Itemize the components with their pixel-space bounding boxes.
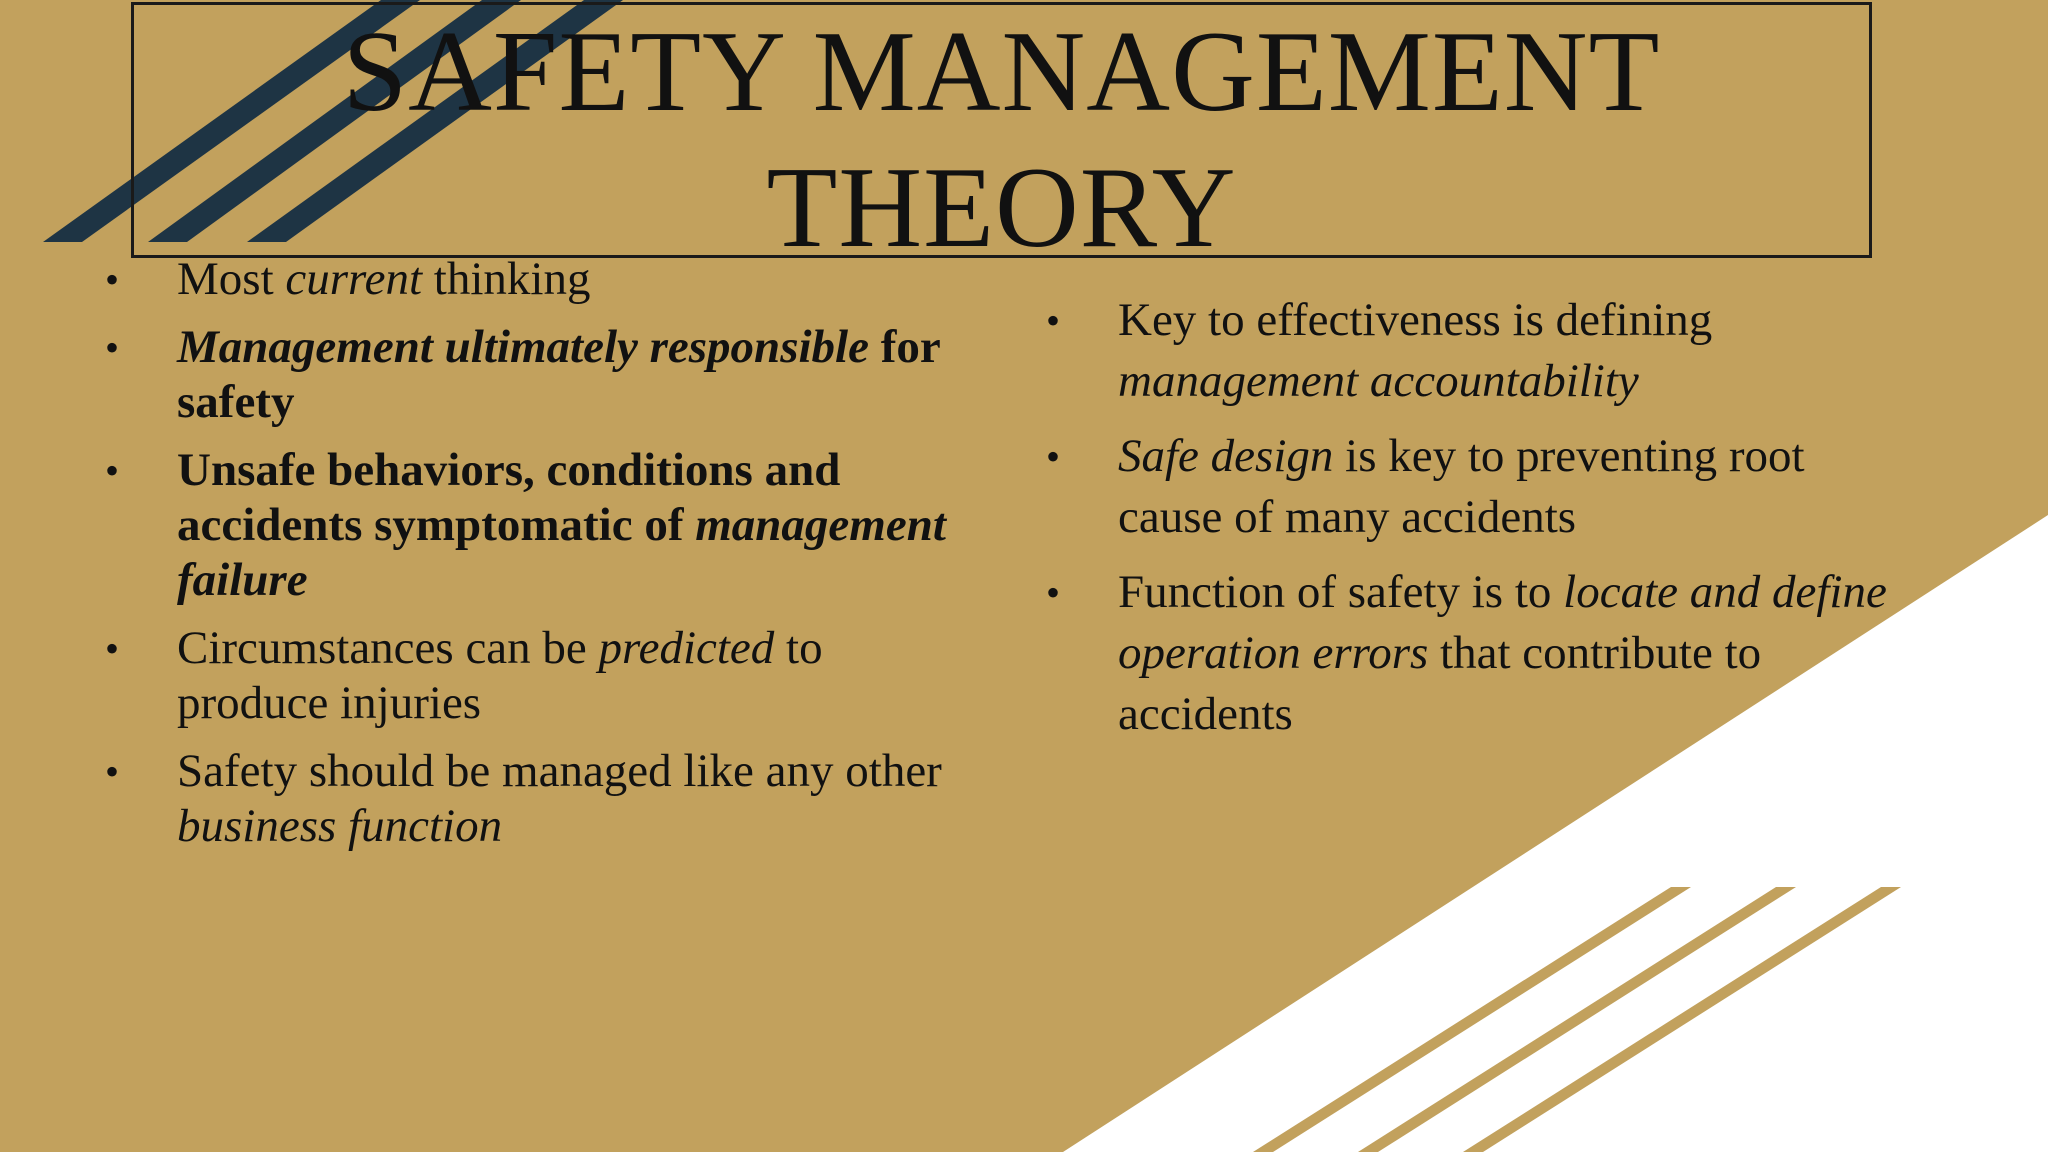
bullet-dot-icon: • (1046, 434, 1061, 479)
bullet-item (105, 252, 965, 307)
bullet-text-segment: Function of safety is to (1118, 566, 1564, 618)
bullet-text-segment: predicted (598, 622, 775, 674)
bullet-text-segment: Safety should be managed like any other (177, 745, 942, 797)
bullet-text-segment: locate and define operation errors (1118, 566, 1887, 679)
bullet-text-segment: Safe design (1118, 430, 1334, 482)
bullet-text-segment: current (285, 253, 423, 305)
bullet-item (105, 443, 965, 608)
bullet-text-segment: thinking (422, 253, 591, 305)
bullet-dot-icon: • (105, 325, 120, 370)
left-bullet-list (105, 252, 965, 867)
bullet-text-segment: that contribute to accidents (1118, 627, 1762, 740)
slide-title (131, 4, 1872, 276)
bullet-item (105, 320, 965, 430)
bullet-text-segment: Management ultimately responsible (177, 321, 869, 373)
bullet-text-segment: is key to preventing root cause of many accidents (1118, 430, 1805, 543)
bullet-text-segment: management accountability (1118, 355, 1639, 407)
bullet-text-segment: for safety (177, 321, 940, 428)
bullet-text-segment: business function (177, 800, 503, 852)
bullet-dot-icon: • (105, 749, 120, 794)
bullet-dot-icon: • (1046, 570, 1061, 615)
bullet-text-segment: Circumstances can be (177, 622, 599, 674)
bullet-item (1046, 562, 1906, 745)
bullet-item (1046, 290, 1906, 412)
bullet-dot-icon: • (105, 448, 120, 493)
bullet-dot-icon: • (105, 257, 120, 302)
bullet-text-segment: to produce injuries (177, 622, 823, 729)
bullet-dot-icon: • (105, 626, 120, 671)
slide-title-line-1: SAFETY MANAGEMENT (342, 8, 1661, 136)
bullet-text-segment: management failure (177, 499, 946, 606)
bullet-item (1046, 426, 1906, 548)
bullet-item (105, 744, 965, 854)
bullet-item (105, 621, 965, 731)
slide-title-line-2: THEORY (766, 144, 1237, 272)
bullet-dot-icon: • (1046, 298, 1061, 343)
bullet-text-segment: Most (177, 253, 286, 305)
bullet-text-segment: Key to effectiveness is defining (1118, 294, 1713, 346)
right-bullet-list (1046, 290, 1906, 759)
bullet-text-segment: Unsafe behaviors, conditions and accidents symptomatic of (177, 444, 841, 551)
